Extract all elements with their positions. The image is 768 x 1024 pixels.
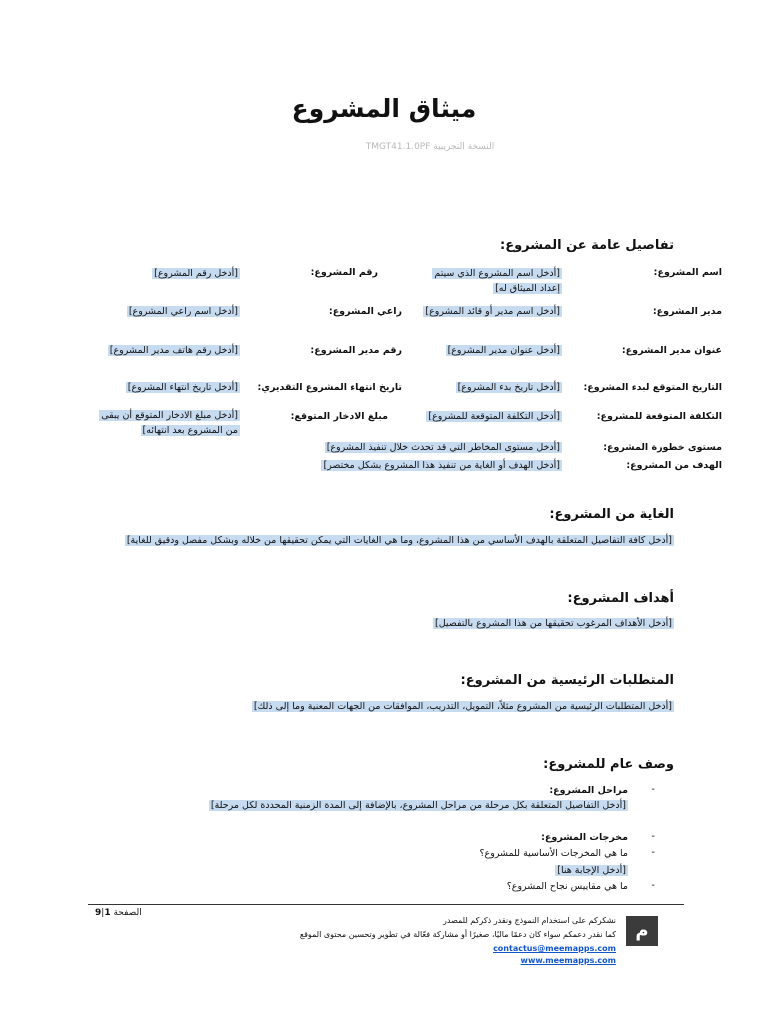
end-date-field[interactable]: [أدخل تاريخ انتهاء المشروع] xyxy=(127,382,238,393)
footer-thanks: نشكركم على استخدام النموذج ونقدر ذكركم للمصدر xyxy=(443,916,616,925)
start-date-field[interactable]: [أدخل تاريخ بدء المشروع] xyxy=(457,382,560,393)
outputs-label: مخرجات المشروع: xyxy=(541,832,628,843)
project-number-label: رقم المشروع: xyxy=(310,267,378,278)
phases-label: مراحل المشروع: xyxy=(549,785,628,796)
outputs-question: ما هي المخرجات الأساسية للمشروع؟ xyxy=(479,848,628,859)
document-version: TMGT41.1.0PF النسخة التجريبية xyxy=(365,142,495,152)
section-heading-objectives: أهداف المشروع: xyxy=(567,591,674,606)
phases-field[interactable]: [أدخل التفاصيل المتعلقة بكل مرحلة من مراحل المشروع، بالإضافة إلى المدة الزمنية المحددة لكل مرحلة] xyxy=(210,800,626,811)
project-goal-label: الهدف من المشروع: xyxy=(626,460,722,471)
footer-support: كما نقدر دعمكم سواء كان دعمًا ماليًا، صغيرًا أو مشاركة فعّالة في تطوير وتحسين محتوى الموقع xyxy=(299,930,616,939)
bullet-dash: - xyxy=(651,880,655,891)
manager-phone-field[interactable]: [أدخل رقم هاتف مدير المشروع] xyxy=(109,345,238,356)
requirements-field[interactable]: [أدخل المتطلبات الرئيسية من المشروع مثلاً، التمويل، التدريب، الموافقات من الجهات المعنية وما إلى ذلك] xyxy=(253,701,672,712)
expected-savings-label: مبلغ الادخار المتوقع: xyxy=(290,411,388,422)
document-title: ميثاق المشروع xyxy=(291,94,477,123)
project-manager-field[interactable]: [أدخل اسم مدير أو قائد المشروع] xyxy=(425,306,560,317)
expected-cost-label: التكلفة المتوقعة للمشروع: xyxy=(596,411,722,422)
project-manager-label: مدير المشروع: xyxy=(652,306,722,317)
footer-divider xyxy=(88,904,684,905)
risk-level-label: مستوى خطورة المشروع: xyxy=(603,442,722,453)
project-name-label: اسم المشروع: xyxy=(653,267,722,278)
risk-level-field[interactable]: [أدخل مستوى المخاطر التي قد تحدث خلال تنفيذ المشروع] xyxy=(326,442,560,453)
expected-cost-field[interactable]: [أدخل التكلفة المتوقعة للمشروع] xyxy=(428,411,560,422)
project-goal-field[interactable]: [أدخل الهدف أو الغاية من تنفيذ هذا المشروع بشكل مختصر] xyxy=(323,460,560,471)
section-heading-description: وصف عام للمشروع: xyxy=(543,757,674,772)
expected-savings-field[interactable]: [أدخل مبلغ الادخار المتوقع أن يبقى من المشروع بعد انتهائه] xyxy=(101,410,238,436)
manager-address-label: عنوان مدير المشروع: xyxy=(621,345,722,356)
project-number-field[interactable]: [أدخل رقم المشروع] xyxy=(154,268,238,279)
purpose-field[interactable]: [أدخل كافة التفاصيل المتعلقة بالهدف الأساسي من هذا المشروع، وما هي الغايات التي يمكن تحقيقها من خلاله وبشكل مفصل ودقيق للغاية] xyxy=(126,535,672,546)
success-metrics-question: ما هي مقاييس نجاح المشروع؟ xyxy=(506,881,628,892)
bullet-dash: - xyxy=(651,784,655,795)
section-heading-general: تفاصيل عامة عن المشروع: xyxy=(500,238,674,253)
project-sponsor-label: راعي المشروع: xyxy=(328,306,402,317)
bullet-dash: - xyxy=(651,847,655,858)
project-name-field[interactable]: [أدخل اسم المشروع الذي سيتم إعداد الميثاق له] xyxy=(434,268,560,294)
manager-address-field[interactable]: [أدخل عنوان مدير المشروع] xyxy=(447,345,560,356)
answer-field[interactable]: [أدخل الإجابة هنا] xyxy=(557,865,626,876)
manager-phone-label: رقم مدير المشروع: xyxy=(310,345,402,356)
end-date-label: تاريخ انتهاء المشروع التقديري: xyxy=(257,382,402,393)
footer-website-link[interactable]: www.meemapps.com xyxy=(520,956,616,965)
start-date-label: التاريخ المتوقع لبدء المشروع: xyxy=(583,382,722,393)
objectives-field[interactable]: [أدخل الأهداف المرغوب تحقيقها من هذا المشروع بالتفصيل] xyxy=(434,618,672,629)
footer-email-link[interactable]: contactus@meemapps.com xyxy=(493,944,616,953)
page-number: الصفحة 1|9 xyxy=(95,908,142,918)
project-sponsor-field[interactable]: [أدخل اسم راعي المشروع] xyxy=(128,306,238,317)
section-heading-purpose: الغاية من المشروع: xyxy=(549,507,674,522)
bullet-dash: - xyxy=(651,831,655,842)
section-heading-requirements: المتطلبات الرئيسية من المشروع: xyxy=(460,673,674,688)
meem-logo: م xyxy=(626,916,658,946)
